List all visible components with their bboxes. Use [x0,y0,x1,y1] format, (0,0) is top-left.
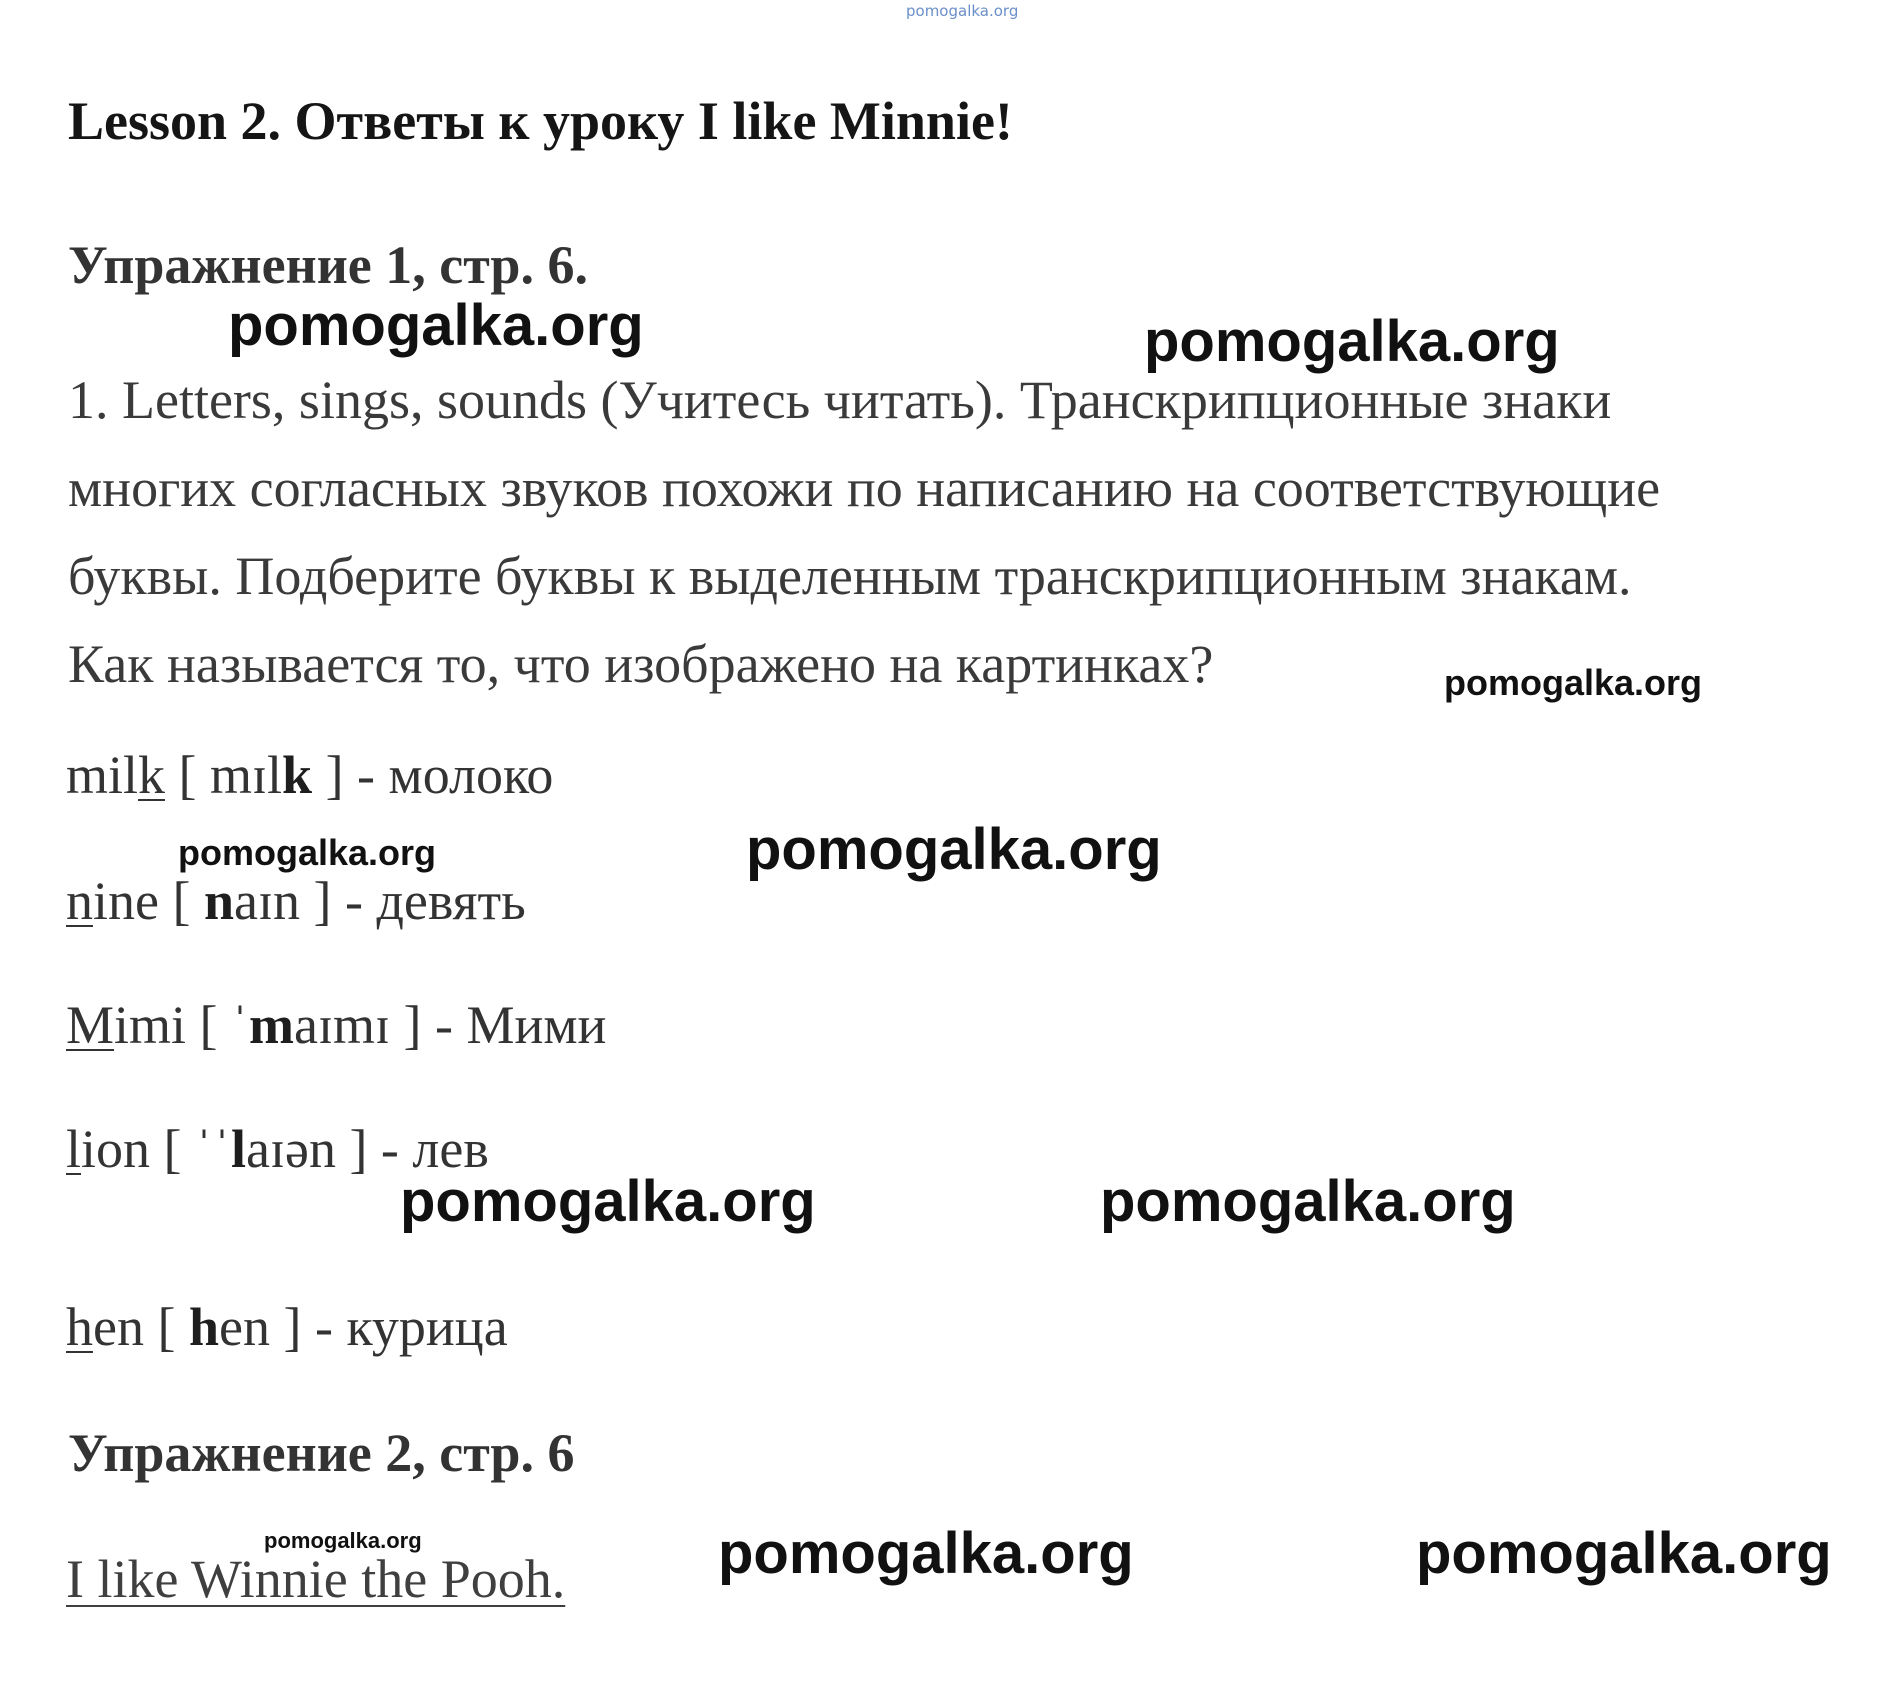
transcription-end: aɪmɪ ] - [293,995,467,1055]
word-entry-hen [66,1296,508,1358]
word-highlighted-letter: n [66,871,93,931]
word-suffix: imi [114,995,187,1055]
exercise-1-instructions [68,356,1848,708]
page-title: Lesson 2. Ответы к уроку I like Minnie! [68,91,1013,151]
instruction-line: многих согласных звуков похожи по написанию на соответствующие [68,458,1661,518]
transcription-end: aɪn ] - [234,871,377,931]
word-translation: лев [412,1119,489,1179]
word-suffix: ion [81,1119,151,1179]
word-translation: Мими [466,995,607,1055]
transcription-bold-sign: m [249,995,294,1055]
transcription-start: [ [143,1297,189,1357]
word-highlighted-letter: M [66,995,115,1055]
instruction-line: буквы. Подберите буквы к выделенным транскрипционным знакам. [68,546,1632,606]
word-suffix: ine [93,871,159,931]
exercise-2-heading: Упражнение 2, стр. 6 [68,1423,575,1483]
word-translation: молоко [388,745,554,805]
instruction-line: 1. Letters, sings, sounds (Учитесь читать). Транскрипционные знаки [68,370,1612,430]
transcription-start: [ mɪl [165,745,283,805]
transcription-bold-sign: h [188,1297,219,1357]
transcription-end: ] - [312,745,389,805]
word-translation: курица [346,1297,508,1357]
word-translation: девять [376,871,526,931]
watermark: pomogalka.org [264,1528,422,1553]
watermark: pomogalka.org [746,817,1162,882]
watermark: pomogalka.org [228,293,644,358]
transcription-bold-sign: k [282,745,313,805]
exercise-1-heading: Упражнение 1, стр. 6. [68,235,588,295]
watermark: pomogalka.org [1100,1169,1516,1234]
word-highlighted-letter: l [66,1119,82,1179]
word-entry-nine [66,870,526,932]
watermark: pomogalka.org [178,832,437,873]
watermark: pomogalka.org [400,1169,816,1234]
word-prefix: mil [66,745,139,805]
word-entry-mimi [66,994,606,1056]
transcription-end: en ] - [219,1297,347,1357]
top-watermark: pomogalka.org [906,2,1019,20]
transcription-start: [ [158,871,204,931]
watermark: pomogalka.org [1416,1521,1832,1586]
transcription-start: [ ˈˈ [150,1119,231,1179]
word-suffix: en [93,1297,144,1357]
watermark: pomogalka.org [718,1521,1134,1586]
word-highlighted-letter: h [66,1297,93,1357]
word-entry-milk [66,744,553,806]
watermark: pomogalka.org [1444,662,1703,703]
instruction-line: Как называется то, что изображено на картинках? [68,634,1214,694]
transcription-bold-sign: l [230,1119,246,1179]
watermark: pomogalka.org [1144,309,1560,374]
exercise-2-answer: I like Winnie the Pooh. [66,1549,566,1609]
transcription-bold-sign: n [203,871,235,931]
transcription-end: aɪən ] - [246,1119,413,1179]
transcription-start: [ ˈ [186,995,249,1055]
word-highlighted-letter: k [138,745,166,805]
